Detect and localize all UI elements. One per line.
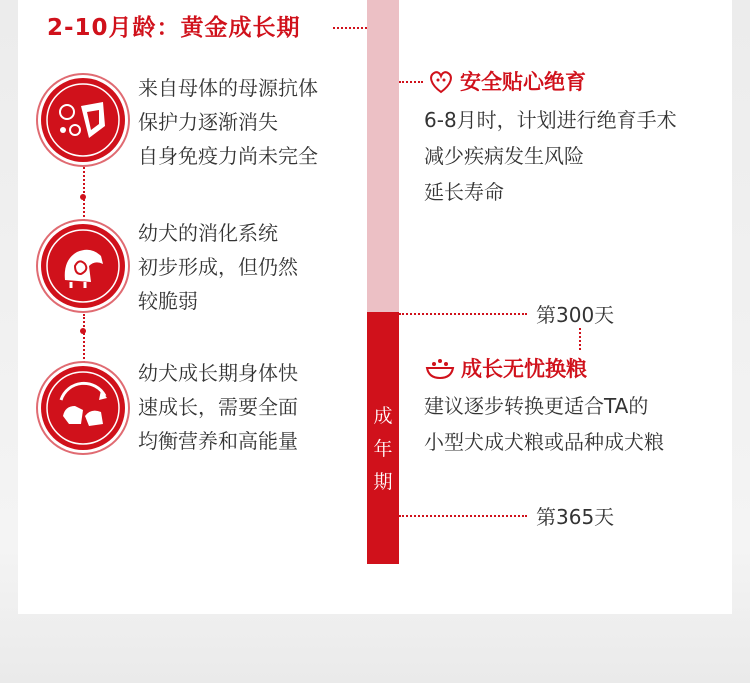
left-item-text bbox=[138, 216, 298, 318]
growth-cycle-icon bbox=[41, 366, 125, 450]
left-item-text bbox=[138, 71, 318, 173]
food-bowl-icon bbox=[424, 352, 456, 386]
right-item-text bbox=[424, 388, 664, 460]
antibody-icon bbox=[41, 78, 125, 162]
right-item-title: 安全贴心绝育 bbox=[460, 70, 586, 94]
text-line: 均衡营养和高能量 bbox=[138, 429, 298, 453]
stage-char: 期 bbox=[373, 471, 393, 493]
puppy-digestion-icon bbox=[41, 224, 125, 308]
left-item-text bbox=[138, 356, 298, 458]
timeline-bar-growth bbox=[367, 0, 399, 312]
right-item-title: 成长无忧换粮 bbox=[461, 357, 587, 381]
text-line: 幼犬的消化系统 bbox=[138, 221, 278, 245]
day-marker-line bbox=[399, 515, 527, 517]
day-connector bbox=[579, 328, 581, 350]
stage-title: 2-10月龄：黄金成长期 bbox=[47, 15, 301, 41]
stage-char: 年 bbox=[373, 438, 393, 460]
text-line: 来自母体的母源抗体 bbox=[138, 76, 318, 100]
day-365-label: 第365天 bbox=[536, 505, 615, 529]
day-300-label: 第300天 bbox=[536, 303, 615, 327]
text-line: 6-8月时，计划进行绝育手术 bbox=[424, 108, 677, 132]
adult-stage-label bbox=[367, 400, 399, 499]
text-line: 幼犬成长期身体快 bbox=[138, 361, 298, 385]
connector-dot bbox=[80, 328, 86, 334]
connector-line bbox=[83, 314, 85, 366]
text-line: 延长寿命 bbox=[424, 180, 504, 204]
title-connector bbox=[333, 27, 367, 29]
text-line: 自身免疫力尚未完全 bbox=[138, 144, 318, 168]
text-line: 小型犬成犬粮或品种成犬粮 bbox=[424, 430, 664, 454]
text-line: 速成长，需要全面 bbox=[138, 395, 298, 419]
text-line: 建议逐步转换更适合TA的 bbox=[424, 394, 649, 418]
text-line: 初步形成，但仍然 bbox=[138, 255, 298, 279]
text-line: 保护力逐渐消失 bbox=[138, 110, 278, 134]
right-item-text bbox=[424, 102, 677, 210]
item-connector bbox=[399, 81, 423, 83]
dog-heart-icon bbox=[426, 66, 456, 100]
stage-char: 成 bbox=[373, 405, 393, 427]
connector-dot bbox=[80, 194, 86, 200]
day-marker-line bbox=[399, 313, 527, 315]
text-line: 减少疾病发生风险 bbox=[424, 144, 584, 168]
text-line: 较脆弱 bbox=[138, 289, 198, 313]
